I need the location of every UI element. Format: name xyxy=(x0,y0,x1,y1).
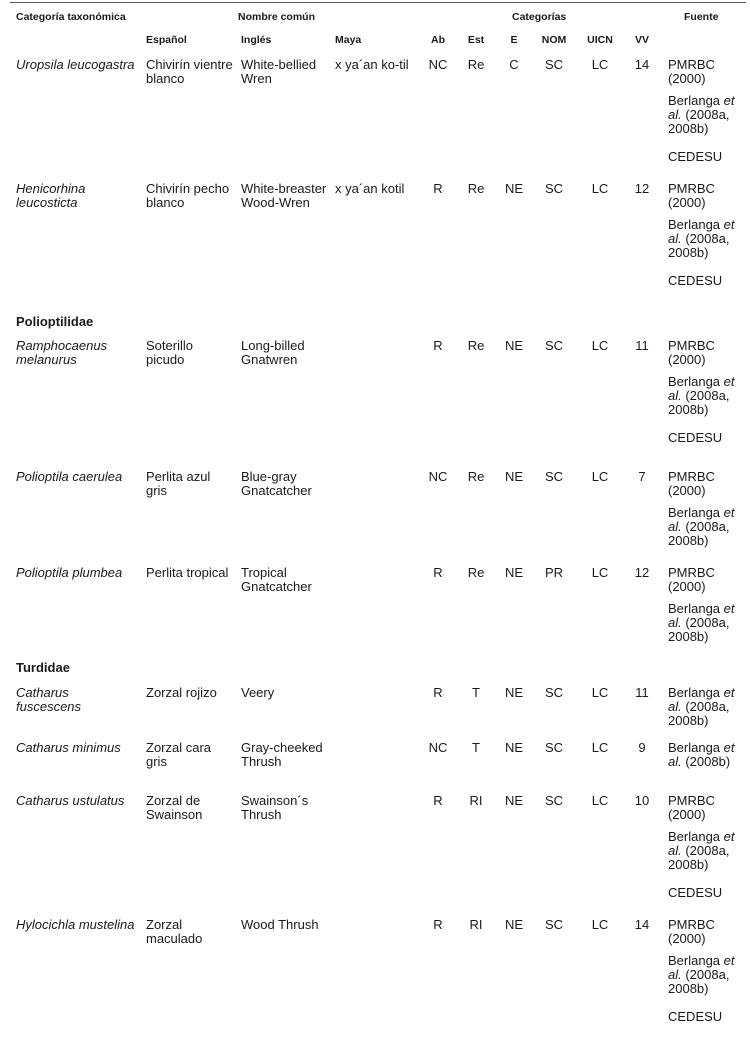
species-name: Polioptila caerulea xyxy=(16,469,123,484)
english-name: Gray-cheeked Thrush xyxy=(241,740,323,769)
nom-value: SC xyxy=(544,57,564,72)
uicn-value: LC xyxy=(591,685,609,700)
ab-value: NC xyxy=(428,740,448,755)
header-common-name: Nombre común xyxy=(238,11,316,23)
source-entry: Berlanga et al. (2008a, 2008b) xyxy=(668,685,735,728)
source-entry: CEDESU xyxy=(668,1009,723,1024)
est-value: T xyxy=(472,685,480,700)
ab-value: R xyxy=(433,181,443,196)
nom-value: SC xyxy=(544,740,564,755)
table-top-rule xyxy=(10,2,746,3)
species-name: Catharus minimus xyxy=(16,740,121,755)
spanish-name: Zorzal de Swainson xyxy=(146,793,203,822)
header-espanol: Español xyxy=(146,34,187,46)
source-entry: Berlanga et al. (2008b) xyxy=(668,740,735,769)
ab-value: R xyxy=(433,338,443,353)
e-value: NE xyxy=(504,469,524,484)
nom-value: SC xyxy=(544,917,564,932)
uicn-value: LC xyxy=(591,181,609,196)
spanish-name: Zorzal cara gris xyxy=(146,740,212,769)
header-categorias: Categorías xyxy=(512,11,567,23)
maya-name: x ya´an kotil xyxy=(335,181,405,196)
nom-value: PR xyxy=(544,565,564,580)
vv-value: 11 xyxy=(635,685,649,700)
uicn-value: LC xyxy=(591,338,609,353)
ab-value: R xyxy=(433,685,443,700)
est-value: Re xyxy=(467,338,485,353)
vv-value: 12 xyxy=(634,181,650,196)
species-name: Uropsila leucogastra xyxy=(16,57,135,72)
uicn-value: LC xyxy=(591,793,609,808)
source-entry: Berlanga et al. (2008a, 2008b) xyxy=(668,505,735,548)
est-value: T xyxy=(472,740,480,755)
vv-value: 10 xyxy=(634,793,650,808)
species-name: Catharus fuscescens xyxy=(16,685,82,714)
vv-value: 11 xyxy=(635,338,649,353)
nom-value: SC xyxy=(544,793,564,808)
e-value: NE xyxy=(504,917,524,932)
ab-value: R xyxy=(433,917,443,932)
source-entry: Berlanga et al. (2008a, 2008b) xyxy=(668,217,735,260)
header-uicn: UICN xyxy=(587,34,613,46)
english-name: Veery xyxy=(241,685,275,700)
english-name: Swainson´s Thrush xyxy=(241,793,309,822)
english-name: Blue-gray Gnatcatcher xyxy=(241,469,312,498)
header-ingles: Inglés xyxy=(241,34,272,46)
source-entry: PMRBC (2000) xyxy=(668,917,715,946)
source-entry: PMRBC (2000) xyxy=(668,793,715,822)
ab-value: R xyxy=(433,793,443,808)
family-heading-turdidae: Turdidae xyxy=(16,660,70,675)
uicn-value: LC xyxy=(591,469,609,484)
source-entry: PMRBC (2000) xyxy=(668,338,715,367)
ab-value: NC xyxy=(428,57,448,72)
header-nom: NOM xyxy=(541,34,567,46)
species-name: Henicorhina leucosticta xyxy=(16,181,86,210)
species-name: Polioptila plumbea xyxy=(16,565,123,580)
english-name: Tropical Gnatcatcher xyxy=(241,565,312,594)
source-entry: CEDESU xyxy=(668,273,723,288)
e-value: NE xyxy=(504,181,524,196)
species-name: Hylocichla mustelina xyxy=(16,917,135,932)
species-name: Ramphocaenus melanurus xyxy=(16,338,108,367)
vv-value: 14 xyxy=(634,57,650,72)
uicn-value: LC xyxy=(591,917,609,932)
nom-value: SC xyxy=(544,181,564,196)
e-value: NE xyxy=(504,793,524,808)
nom-value: SC xyxy=(544,338,564,353)
e-value: NE xyxy=(504,565,524,580)
ab-value: NC xyxy=(428,469,448,484)
uicn-value: LC xyxy=(591,57,609,72)
source-entry: PMRBC (2000) xyxy=(668,181,715,210)
ab-value: R xyxy=(433,565,443,580)
english-name: White-bellied Wren xyxy=(241,57,317,86)
est-value: Re xyxy=(467,57,485,72)
e-value: NE xyxy=(504,685,524,700)
vv-value: 12 xyxy=(634,565,650,580)
english-name: Wood Thrush xyxy=(241,917,319,932)
source-entry: Berlanga et al. (2008a, 2008b) xyxy=(668,953,735,996)
est-value: Re xyxy=(467,565,485,580)
source-entry: PMRBC (2000) xyxy=(668,57,715,86)
english-name: Long-billed Gnatwren xyxy=(241,338,305,367)
source-entry: Berlanga et al. (2008a, 2008b) xyxy=(668,93,735,136)
source-entry: CEDESU xyxy=(668,430,723,445)
spanish-name: Perlita azul gris xyxy=(146,469,211,498)
uicn-value: LC xyxy=(591,740,609,755)
species-name: Catharus ustulatus xyxy=(16,793,125,808)
vv-value: 14 xyxy=(634,917,650,932)
header-e: E xyxy=(510,34,518,46)
est-value: Re xyxy=(467,181,485,196)
source-entry: Berlanga et al. (2008a, 2008b) xyxy=(668,829,735,872)
source-entry: PMRBC (2000) xyxy=(668,469,715,498)
nom-value: SC xyxy=(544,469,564,484)
nom-value: SC xyxy=(544,685,564,700)
spanish-name: Chivirín pecho blanco xyxy=(146,181,230,210)
e-value: NE xyxy=(504,338,524,353)
source-entry: CEDESU xyxy=(668,885,723,900)
header-ab: Ab xyxy=(431,34,445,46)
header-taxon: Categoría taxonómica xyxy=(16,11,126,23)
vv-value: 7 xyxy=(638,469,646,484)
est-value: Re xyxy=(467,469,485,484)
maya-name: x ya´an ko-til xyxy=(335,57,409,72)
header-vv: VV xyxy=(634,34,649,46)
spanish-name: Perlita tropical xyxy=(146,565,229,580)
spanish-name: Zorzal maculado xyxy=(146,917,203,946)
est-value: RI xyxy=(469,793,483,808)
est-value: RI xyxy=(469,917,483,932)
spanish-name: Soterillo picudo xyxy=(146,338,193,367)
source-entry: CEDESU xyxy=(668,149,723,164)
spanish-name: Zorzal rojizo xyxy=(146,685,217,700)
source-entry: Berlanga et al. (2008a, 2008b) xyxy=(668,374,735,417)
e-value: C xyxy=(509,57,519,72)
english-name: White-breaster Wood-Wren xyxy=(241,181,327,210)
header-est: Est xyxy=(467,34,485,46)
vv-value: 9 xyxy=(638,740,646,755)
uicn-value: LC xyxy=(591,565,609,580)
source-entry: PMRBC (2000) xyxy=(668,565,715,594)
source-entry: Berlanga et al. (2008a, 2008b) xyxy=(668,601,735,644)
header-fuente: Fuente xyxy=(684,11,719,23)
spanish-name: Chivirín vientre blanco xyxy=(146,57,233,86)
e-value: NE xyxy=(504,740,524,755)
family-heading-polioptilidae: Polioptilidae xyxy=(16,314,94,329)
header-maya: Maya xyxy=(335,34,362,46)
